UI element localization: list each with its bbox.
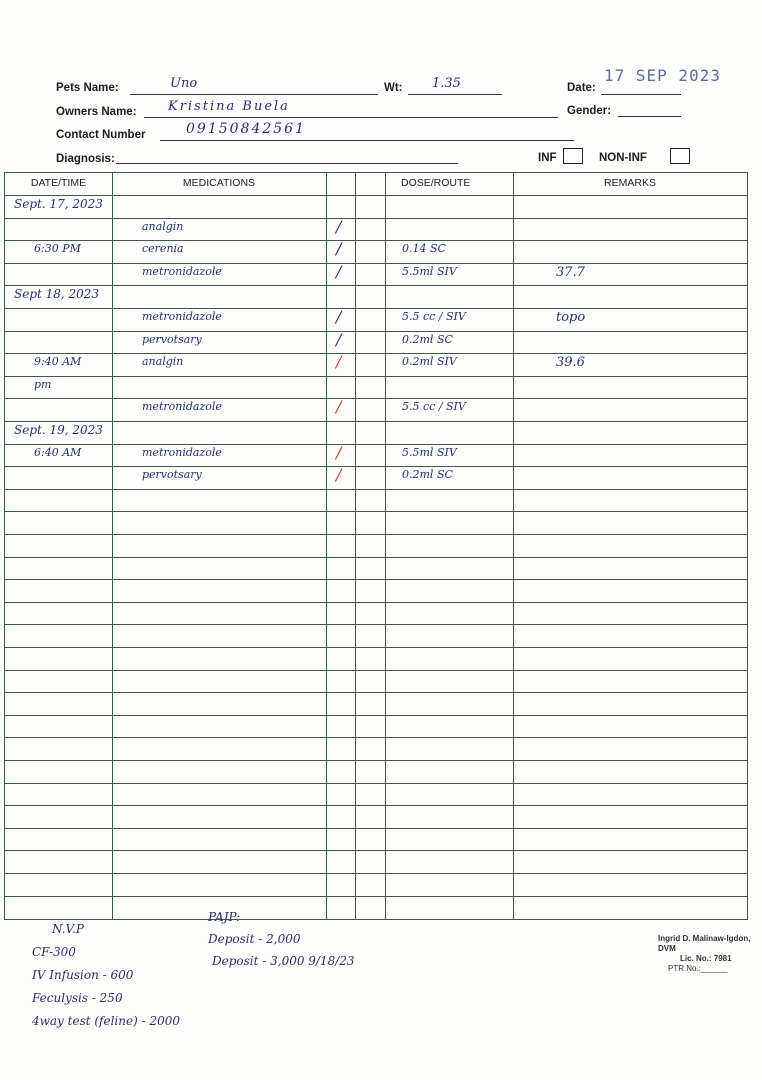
billing-note: IV Infusion - 600 [32,968,134,982]
billing-note: Feculysis - 250 [32,991,123,1005]
row-medication: pervotsary [142,332,202,346]
check-mark: / [336,329,342,349]
row-divider [5,873,747,874]
row-remark: 39.6 [556,355,585,371]
row-medication: metronidazole [142,310,222,323]
row-divider [5,534,747,535]
table-row [4,239,746,262]
row-medication: analgin [142,219,184,233]
row-medication: metronidazole [142,264,222,278]
row-divider [5,828,747,829]
contact-value: 09150842561 [186,121,306,137]
row-medication: cerenia [142,242,184,256]
table-row [4,375,746,398]
date-label: Date: [567,82,596,94]
pets-name-line [130,94,378,95]
row-dose: 0.14 SC [402,242,446,256]
row-medication: pervotsary [142,468,202,482]
owners-name-line [144,117,558,118]
deposit-note: PAJP: [208,910,241,924]
billing-note: 4way test (feline) - 2000 [32,1014,181,1028]
row-dose: 5.5 cc / SIV [402,400,466,414]
wt-line [408,94,502,95]
row-medication: metronidazole [142,400,222,414]
col-header-datetime: DATE/TIME [30,177,87,189]
table-row [4,443,746,466]
row-divider [5,783,747,784]
row-divider [5,760,747,761]
pets-name-label: Pets Name: [56,82,119,94]
wt-value: 1.35 [432,76,461,91]
date-stamp: 17 SEP 2023 [604,66,721,85]
row-remark: 37.7 [556,264,585,280]
vet-license: Lic. No.: 7981 [680,954,732,963]
row-divider [5,896,747,897]
row-divider [5,557,747,558]
row-date: Sept. 17, 2023 [14,197,103,211]
row-medication: metronidazole [142,445,222,459]
vet-name: Ingrid D. Malinaw-Igdon, DVM [658,934,751,953]
check-mark: / [336,352,342,372]
owners-name-value: Kristina Buela [168,99,290,114]
row-divider [5,647,747,648]
row-divider [5,579,747,580]
gender-label: Gender: [567,105,612,117]
row-divider [5,805,747,806]
check-mark: / [336,239,342,259]
row-remark: topo [556,310,586,325]
row-time: pm [34,377,52,391]
deposit-note: Deposit - 3,000 9/18/23 [212,954,355,968]
check-mark: / [336,307,342,326]
row-dose: 5.5ml SIV [402,445,457,459]
check-mark: / [336,216,342,236]
table-row [4,397,746,420]
row-dose: 5.5ml SIV [402,264,457,278]
inf-label: INF [538,152,557,164]
check-mark: / [336,261,342,281]
row-divider [5,602,747,603]
row-divider [5,511,747,512]
pets-name-value: Uno [170,76,198,91]
owners-name-label: Owners Name: [56,106,137,118]
row-divider [5,489,747,490]
row-divider [5,670,747,671]
row-time: 6:30 PM [34,242,81,256]
table-row [4,330,746,353]
billing-note: N.V.P [52,922,85,936]
table-row [4,352,746,375]
row-divider [5,850,747,851]
row-time: 9:40 AM [34,355,82,369]
row-date: Sept. 19, 2023 [14,423,103,437]
deposit-note: Deposit - 2,000 [208,932,301,946]
check-mark: / [336,442,342,462]
diagnosis-line [116,163,458,164]
row-medication: analgin [142,355,184,369]
row-divider [5,624,747,625]
check-mark: / [336,397,342,417]
table-row [4,465,746,488]
table-row [4,262,746,285]
col-header-dose: DOSE/ROUTE [401,177,471,189]
table-row [4,284,746,307]
row-dose: 0.2ml SIV [402,355,457,369]
row-dose: 5.5 cc / SIV [402,310,466,323]
vet-ptr: PTR No.:______ [668,964,728,973]
check-mark: / [336,465,342,485]
row-dose: 0.2ml SC [402,468,453,482]
col-header-remarks: REMARKS [604,177,656,189]
table-row [4,420,746,443]
noninf-label: NON-INF [599,152,647,164]
row-divider [5,715,747,716]
contact-label: Contact Number [56,129,146,141]
col-header-medications: MEDICATIONS [182,177,256,189]
inf-checkbox[interactable] [563,148,583,164]
row-divider [5,692,747,693]
billing-note: CF-300 [32,945,76,959]
table-row [4,194,746,217]
date-line [601,94,681,95]
table-row [4,307,746,330]
row-dose: 0.2ml SC [402,332,453,346]
gender-line [618,116,681,117]
wt-label: Wt: [384,82,403,94]
row-date: Sept 18, 2023 [14,287,100,302]
diagnosis-label: Diagnosis: [56,153,115,165]
row-time: 6:40 AM [34,445,82,459]
noninf-checkbox[interactable] [670,148,690,164]
table-row [4,217,746,240]
contact-line [160,140,574,141]
vet-signature-block [658,934,762,974]
row-divider [5,737,747,738]
